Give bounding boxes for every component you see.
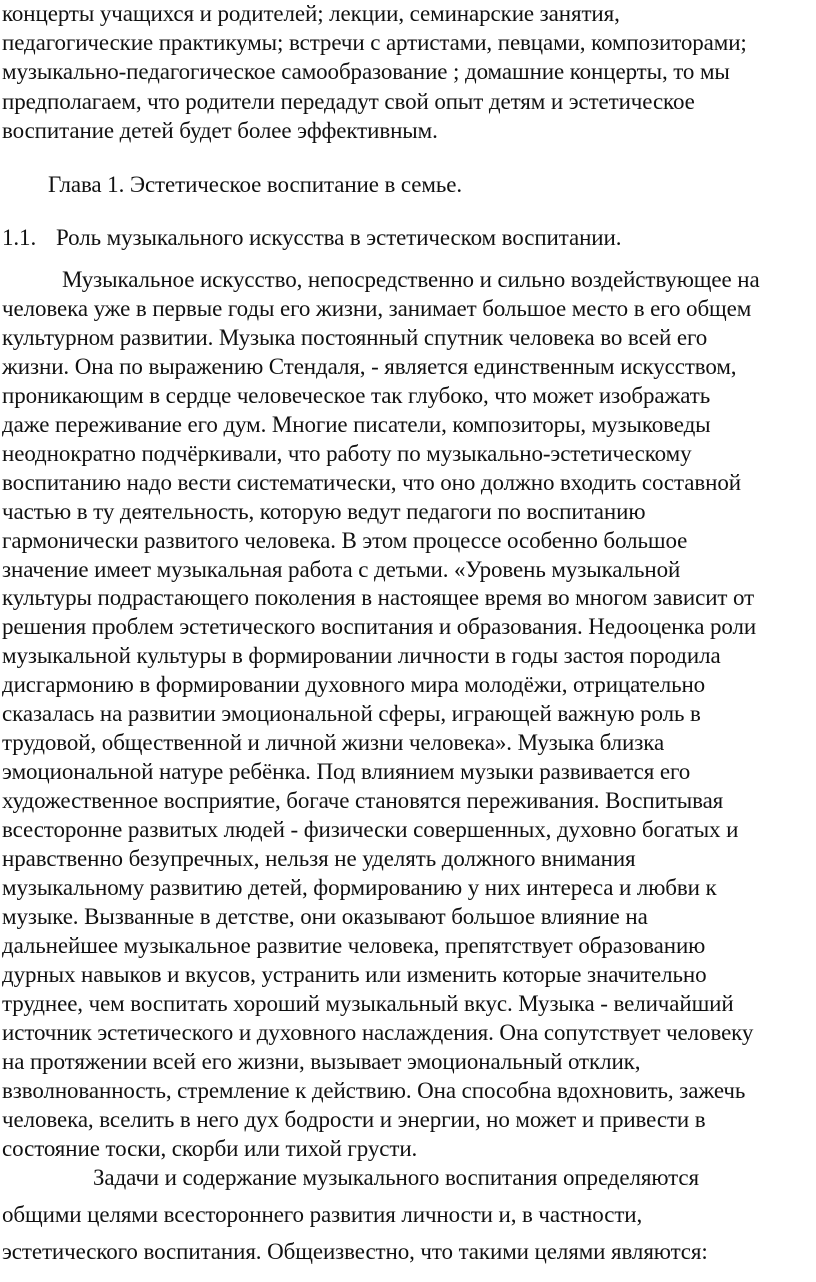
section-title: Роль музыкального искусства в эстетическом воспитании. <box>56 225 622 250</box>
text-line: всесторонне развитых людей - физически совершенных, духовно богатых и <box>2 817 739 843</box>
text-line: частью в ту деятельность, которую ведут педагоги по воспитанию <box>2 498 646 524</box>
text-line: художественное восприятие, богаче становятся переживания. Воспитывая <box>2 788 724 814</box>
text-line: культуры подрастающего поколения в настоящее время во многом зависит от <box>2 585 755 611</box>
text-line: состояние тоски, скорби или тихой грусти. <box>2 1135 418 1161</box>
text-line: нравственно безупречных, нельзя не уделять должного внимания <box>2 846 636 871</box>
text-line: решения проблем эстетического воспитания и образования. Недооценка роли <box>2 614 757 640</box>
text-line: трудовой, общественной и личной жизни человека». Музыка близка <box>2 730 665 756</box>
text-line: общими целями всестороннего развития личности и, в частности, <box>2 1202 643 1227</box>
text-line: дисгармонию в формировании духовного мира молодёжи, отрицательно <box>2 672 706 698</box>
text-line: значение имеет музыкальная работа с детьми. «Уровень музыкальной <box>2 556 681 582</box>
text-line: воспитание детей будет более эффективным. <box>2 117 438 143</box>
text-line: взволнованность, стремление к действию. Она способна вдохновить, зажечь <box>2 1077 746 1103</box>
text-line: неоднократно подчёркивали, что работу по музыкально-эстетическому <box>2 440 692 466</box>
text-line: музыкальному развитию детей, формированию у них интереса и любви к <box>2 874 717 900</box>
text-line: на протяжении всей его жизни, вызывает эмоциональный отклик, <box>2 1048 641 1074</box>
text-line: гармонически развитого человека. В этом процессе особенно большое <box>2 527 688 553</box>
text-line: педагогические практикумы; встречи с артистами, певцами, композиторами; <box>2 30 747 56</box>
text-line: дурных навыков и вкусов, устранить или изменить которые значительно <box>2 961 707 987</box>
text-line: эстетического воспитания. Общеизвестно, что такими целями являются: <box>2 1239 708 1264</box>
text-line: жизни. Она по выражению Стендаля, - является единственным искусством, <box>2 353 737 379</box>
text-line: культурном развитии. Музыка постоянный спутник человека во всей его <box>2 324 708 350</box>
text-line: дальнейшее музыкальное развитие человека, препятствует образованию <box>2 932 706 958</box>
text-line: труднее, чем воспитать хороший музыкальный вкус. Музыка - величайший <box>2 990 734 1016</box>
text-line: предполагаем, что родители передадут свой опыт детям и эстетическое <box>2 88 695 114</box>
text-line: Задачи и содержание музыкального воспитания определяются <box>93 1165 699 1190</box>
text-line: Музыкальное искусство, непосредственно и сильно воздействующее на <box>62 267 760 292</box>
text-line: человека уже в первые годы его жизни, занимает большое место в его общем <box>2 295 752 321</box>
text-line: эмоциональной натуре ребёнка. Под влиянием музыки развивается его <box>2 759 691 785</box>
text-line: источник эстетического и духовного наслаждения. Она сопутствует человеку <box>2 1019 754 1045</box>
section-number: 1.1. <box>2 225 37 250</box>
text-line: музыкальной культуры в формировании личности в годы застоя породила <box>2 643 721 669</box>
text-line: человека, вселить в него дух бодрости и энергии, но может и привести в <box>2 1106 706 1132</box>
text-line: проникающим в сердце человеческое так глубоко, что может изображать <box>2 382 711 408</box>
text-line: концерты учащихся и родителей; лекции, семинарские занятия, <box>2 1 620 26</box>
text-line: музыкально-педагогическое самообразование ; домашние концерты, то мы <box>2 59 730 85</box>
text-line: даже переживание его дум. Многие писатели, композиторы, музыковеды <box>2 411 711 437</box>
text-line: воспитанию надо вести систематически, что оно должно входить составной <box>2 469 741 495</box>
chapter-heading: Глава 1. Эстетическое воспитание в семье. <box>48 172 463 197</box>
text-line: музыке. Вызванные в детстве, они оказывают большое влияние на <box>2 903 648 929</box>
text-line: сказалась на развитии эмоциональной сферы, играющей важную роль в <box>2 701 701 727</box>
